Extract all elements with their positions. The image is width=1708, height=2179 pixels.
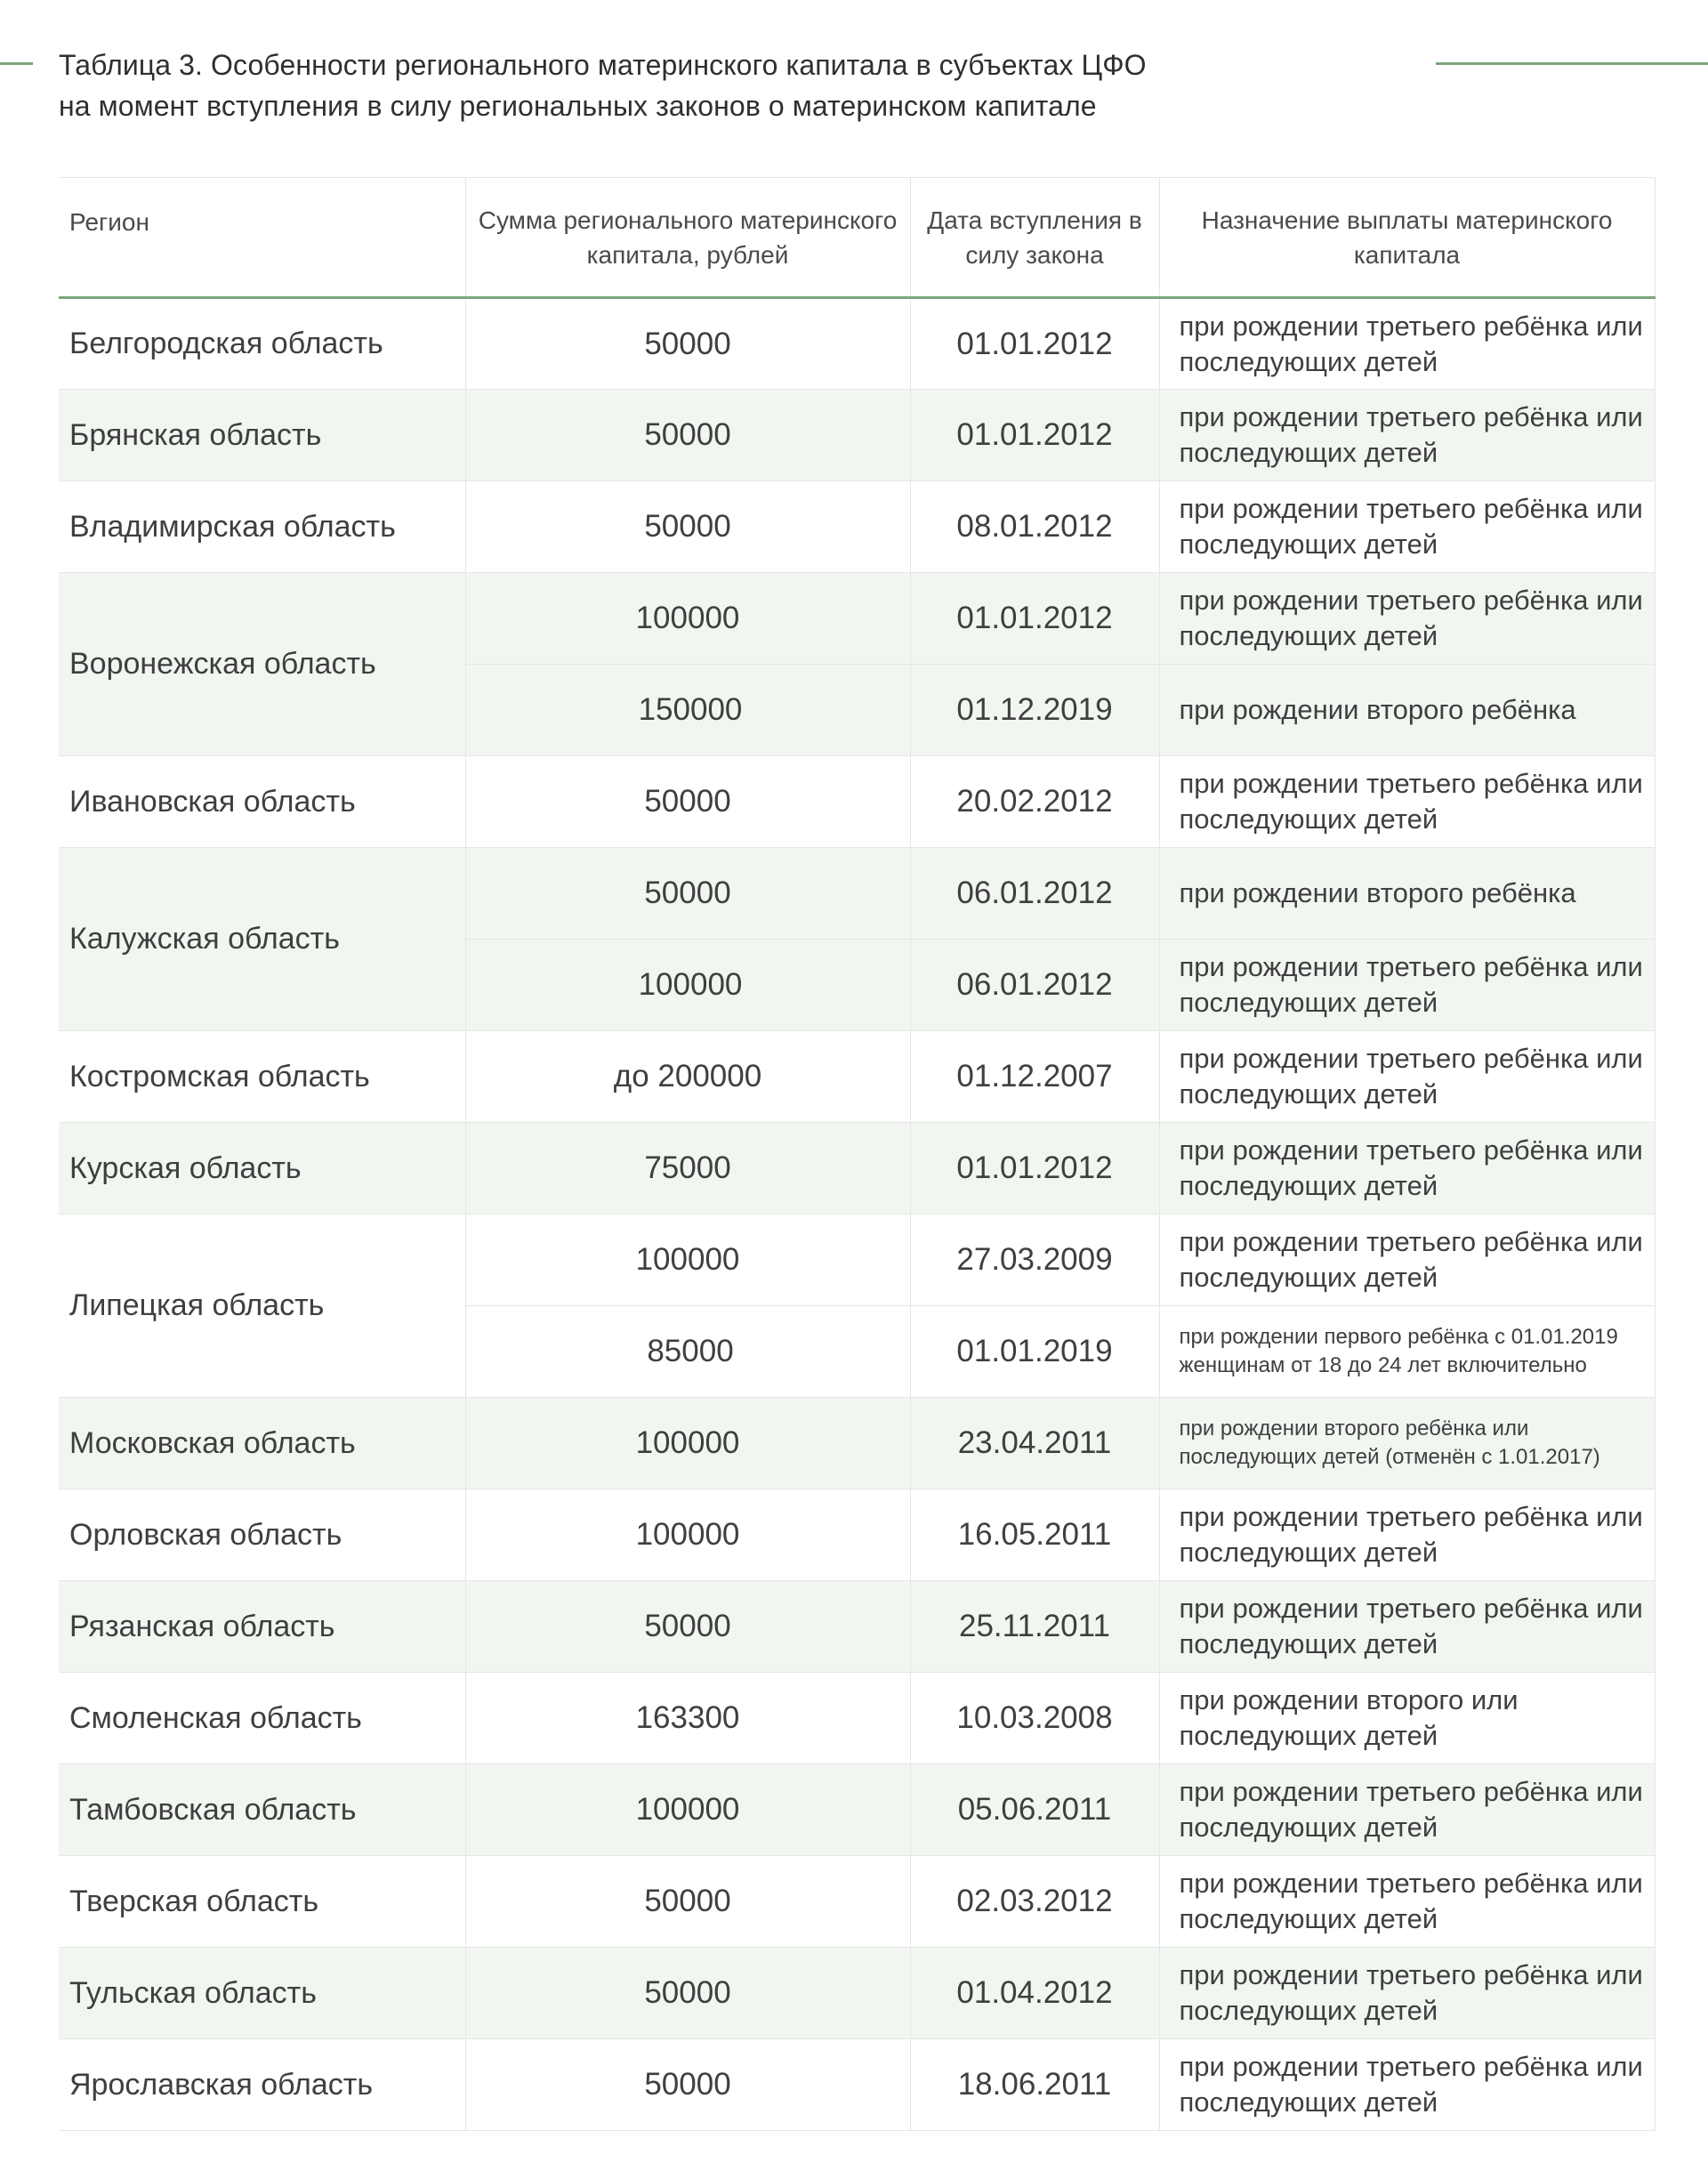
table-row (59, 848, 1655, 940)
cell-region: Орловская область (59, 1489, 465, 1581)
cell-amount: 50000 (465, 1581, 910, 1673)
table-row (59, 756, 1655, 848)
cell-purpose: при рождении третьего ребёнка или последующих детей (1159, 756, 1655, 848)
title-accent-line-left (0, 62, 33, 65)
cell-date: 01.04.2012 (910, 1948, 1159, 2039)
table-row (59, 1764, 1655, 1856)
cell-purpose: при рождении третьего ребёнка или последующих детей (1159, 1948, 1655, 2039)
cell-region: Рязанская область (59, 1581, 465, 1673)
cell-date: 27.03.2009 (910, 1215, 1159, 1306)
cell-amount: 50000 (465, 756, 910, 848)
cell-date: 01.01.2019 (910, 1306, 1159, 1398)
table-header-row (59, 178, 1655, 298)
cell-purpose: при рождении третьего ребёнка или последующих детей (1159, 1764, 1655, 1856)
header-purpose: Назначение выплаты материнского капитала (1159, 178, 1655, 298)
cell-purpose: при рождении второго ребёнка (1159, 848, 1655, 940)
cell-amount: 50000 (465, 1856, 910, 1948)
cell-amount: 50000 (465, 298, 910, 390)
cell-date: 06.01.2012 (910, 940, 1159, 1031)
cell-date: 01.12.2007 (910, 1031, 1159, 1123)
cell-region: Московская область (59, 1398, 465, 1489)
cell-purpose: при рождении третьего ребёнка или последующих детей (1159, 573, 1655, 665)
table-row (59, 1856, 1655, 1948)
cell-amount: 100000 (465, 1489, 910, 1581)
cell-amount: 150000 (465, 665, 910, 756)
cell-amount: 100000 (465, 573, 910, 665)
cell-amount: 163300 (465, 1673, 910, 1764)
cell-purpose: при рождении третьего ребёнка или последующих детей (1159, 1215, 1655, 1306)
cell-date: 08.01.2012 (910, 481, 1159, 573)
cell-amount: 50000 (465, 848, 910, 940)
cell-amount: 50000 (465, 2039, 910, 2131)
cell-purpose: при рождении третьего ребёнка или последующих детей (1159, 390, 1655, 481)
cell-amount: 100000 (465, 940, 910, 1031)
cell-date: 06.01.2012 (910, 848, 1159, 940)
table-row (59, 1489, 1655, 1581)
cell-region: Белгородская область (59, 298, 465, 390)
cell-amount: 100000 (465, 1764, 910, 1856)
cell-date: 05.06.2011 (910, 1764, 1159, 1856)
header-region: Регион (59, 178, 465, 298)
cell-region: Смоленская область (59, 1673, 465, 1764)
table-row (59, 1948, 1655, 2039)
table-row (59, 390, 1655, 481)
cell-purpose: при рождении второго ребёнка (1159, 665, 1655, 756)
cell-amount: 100000 (465, 1215, 910, 1306)
cell-purpose: при рождении третьего ребёнка или последующих детей (1159, 1031, 1655, 1123)
cell-amount: 100000 (465, 1398, 910, 1489)
cell-date: 20.02.2012 (910, 756, 1159, 848)
cell-purpose: при рождении третьего ребёнка или последующих детей (1159, 1489, 1655, 1581)
header-amount: Сумма регионального материнского капитала, рублей (465, 178, 910, 298)
cell-region: Липецкая область (59, 1215, 465, 1398)
cell-amount: 85000 (465, 1306, 910, 1398)
cell-date: 01.01.2012 (910, 573, 1159, 665)
cell-purpose: при рождении третьего ребёнка или последующих детей (1159, 940, 1655, 1031)
cell-date: 23.04.2011 (910, 1398, 1159, 1489)
title-accent-line-right (1436, 62, 1708, 65)
cell-region: Тамбовская область (59, 1764, 465, 1856)
header-date: Дата вступления в силу закона (910, 178, 1159, 298)
cell-region: Тверская область (59, 1856, 465, 1948)
cell-region: Брянская область (59, 390, 465, 481)
cell-region: Тульская область (59, 1948, 465, 2039)
cell-region: Костромская область (59, 1031, 465, 1123)
cell-region: Владимирская область (59, 481, 465, 573)
cell-date: 01.12.2019 (910, 665, 1159, 756)
table-title (59, 44, 1429, 126)
cell-purpose: при рождении второго или последующих детей (1159, 1673, 1655, 1764)
cell-date: 25.11.2011 (910, 1581, 1159, 1673)
table-body (59, 298, 1655, 2131)
cell-date: 10.03.2008 (910, 1673, 1159, 1764)
table-title-line-1: Таблица 3. Особенности регионального материнского капитала в субъектах ЦФО (59, 49, 1147, 81)
cell-purpose: при рождении первого ребёнка с 01.01.2019 женщинам от 18 до 24 лет включительно (1159, 1306, 1655, 1398)
cell-amount: 75000 (465, 1123, 910, 1215)
table-row (59, 1398, 1655, 1489)
cell-purpose: при рождении третьего ребёнка или последующих детей (1159, 2039, 1655, 2131)
cell-purpose: при рождении третьего ребёнка или последующих детей (1159, 298, 1655, 390)
cell-region: Калужская область (59, 848, 465, 1031)
table-row (59, 573, 1655, 665)
cell-date: 02.03.2012 (910, 1856, 1159, 1948)
cell-purpose: при рождении третьего ребёнка или последующих детей (1159, 1123, 1655, 1215)
table-row (59, 481, 1655, 573)
cell-purpose: при рождении второго ребёнка или последующих детей (отменён с 1.01.2017) (1159, 1398, 1655, 1489)
cell-amount: 50000 (465, 390, 910, 481)
cell-region: Ивановская область (59, 756, 465, 848)
cell-date: 18.06.2011 (910, 2039, 1159, 2131)
cell-date: 01.01.2012 (910, 298, 1159, 390)
cell-purpose: при рождении третьего ребёнка или последующих детей (1159, 1856, 1655, 1948)
cell-region: Воронежская область (59, 573, 465, 756)
cell-purpose: при рождении третьего ребёнка или последующих детей (1159, 1581, 1655, 1673)
cell-amount: 50000 (465, 481, 910, 573)
cell-date: 01.01.2012 (910, 1123, 1159, 1215)
table-row (59, 1123, 1655, 1215)
cell-amount: до 200000 (465, 1031, 910, 1123)
table-row (59, 2039, 1655, 2131)
maternity-capital-table (59, 177, 1656, 2131)
cell-amount: 50000 (465, 1948, 910, 2039)
cell-date: 01.01.2012 (910, 390, 1159, 481)
table-row (59, 1673, 1655, 1764)
table-title-line-2: на момент вступления в силу региональных законов о материнском капитале (59, 90, 1097, 122)
cell-region: Курская область (59, 1123, 465, 1215)
table-row (59, 1581, 1655, 1673)
cell-region: Ярославская область (59, 2039, 465, 2131)
cell-date: 16.05.2011 (910, 1489, 1159, 1581)
table-row (59, 1031, 1655, 1123)
table-row (59, 298, 1655, 390)
cell-purpose: при рождении третьего ребёнка или последующих детей (1159, 481, 1655, 573)
table-row (59, 1215, 1655, 1306)
